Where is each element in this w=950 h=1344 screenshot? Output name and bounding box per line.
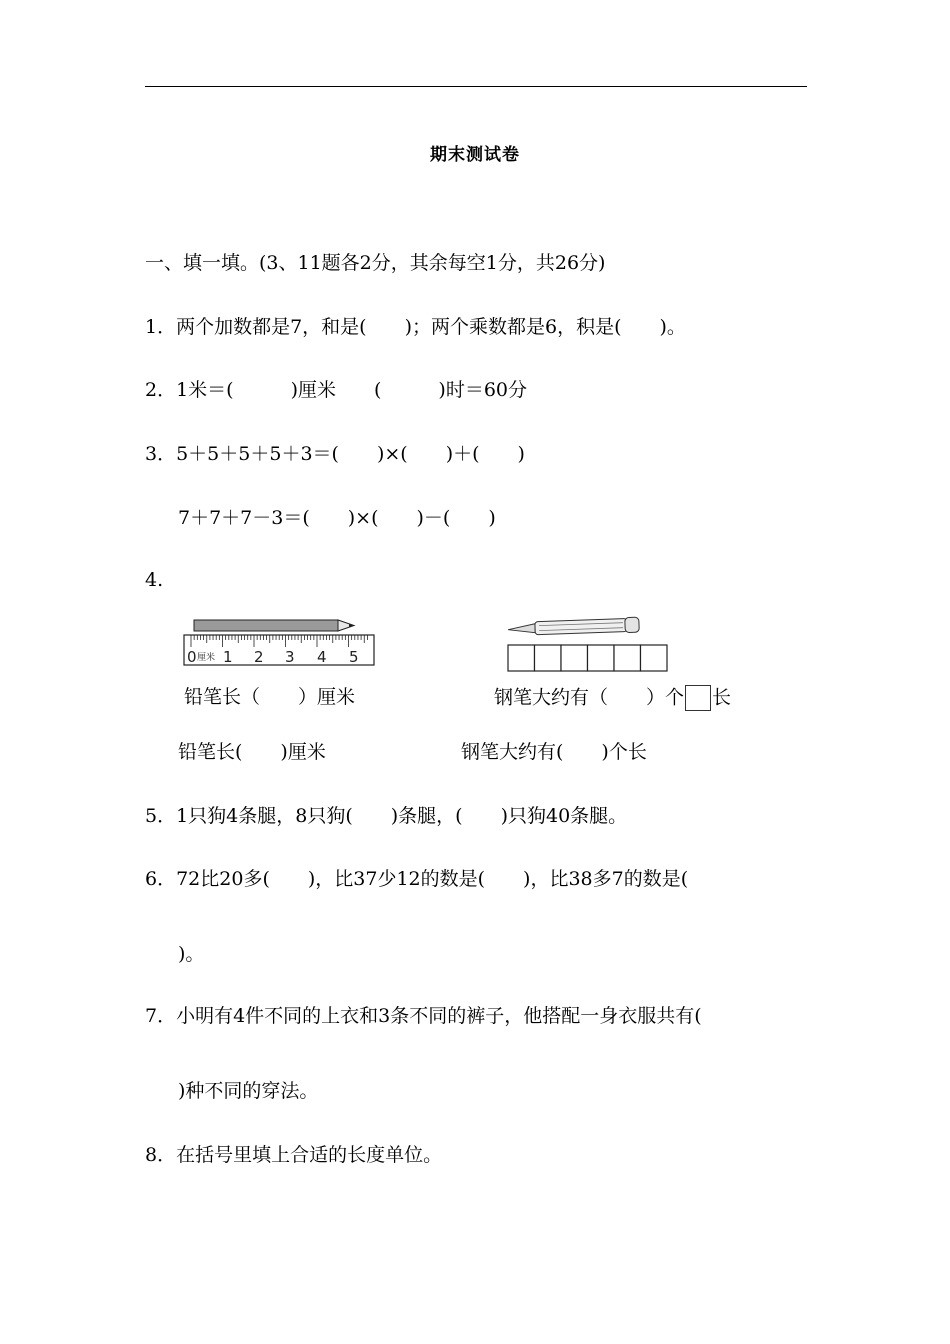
- unit-box: [535, 645, 562, 671]
- question-4-text-left: 铅笔长( )厘米: [178, 741, 326, 763]
- ruler-tick-4: 4: [317, 648, 327, 666]
- question-6-line-2: )。: [178, 943, 205, 965]
- pen-boxes-figure: [505, 615, 675, 673]
- unit-box: [614, 645, 641, 671]
- question-7-line-1: 7．小明有4件不同的上衣和3条不同的裤子，他搭配一身衣服共有(: [145, 1005, 702, 1027]
- question-3-line-1: 3．5＋5＋5＋5＋3＝( )×( )＋( ): [145, 443, 525, 465]
- pencil-ruler-figure: [180, 615, 380, 671]
- unit-square-icon: [685, 685, 711, 711]
- unit-box: [561, 645, 588, 671]
- question-2: 2．1米＝( )厘米 ( )时＝60分: [145, 379, 528, 401]
- pen: [508, 617, 639, 637]
- question-3-line-2: 7＋7＋7－3＝( )×( )－( ): [178, 507, 496, 529]
- figure-pencil-label: 铅笔长（ ）厘米: [184, 686, 356, 708]
- figure-pen-label: [494, 685, 731, 711]
- question-5: 5．1只狗4条腿，8只狗( )条腿，( )只狗40条腿。: [145, 805, 628, 827]
- figure-pen-label-suffix: 长: [712, 686, 732, 709]
- question-4: 4.: [145, 569, 164, 591]
- header-rule: [145, 86, 807, 87]
- ruler-tick-0: 0: [187, 648, 197, 666]
- unit-box: [508, 645, 535, 671]
- ruler-unit-label: 厘米: [197, 653, 216, 663]
- unit-box: [588, 645, 615, 671]
- question-6-line-1: 6．72比20多( )，比37少12的数是( )，比38多7的数是(: [145, 868, 689, 890]
- question-7-line-2: )种不同的穿法。: [178, 1080, 319, 1102]
- pen-boxes: [508, 645, 667, 671]
- page-title: 期末测试卷: [430, 145, 520, 165]
- pencil-body: [194, 620, 338, 631]
- ruler-tick-3: 3: [285, 648, 295, 666]
- question-1: 1．两个加数都是7，和是( )；两个乘数都是6，积是( )。: [145, 316, 686, 338]
- ruler-tick-2: 2: [254, 648, 264, 666]
- section-header: 一、填一填。(3、11题各2分，其余每空1分，共26分): [145, 252, 606, 274]
- question-8: 8．在括号里填上合适的长度单位。: [145, 1144, 443, 1166]
- question-4-text-right: 钢笔大约有( )个长: [461, 741, 647, 763]
- pen-cap: [625, 617, 640, 632]
- ruler-tick-5: 5: [349, 648, 359, 666]
- pen-nib: [508, 624, 535, 634]
- ruler-tick-1: 1: [223, 648, 233, 666]
- figure-pen-label-text: 钢笔大约有（ ）个: [494, 686, 685, 709]
- pen-barrel: [535, 619, 627, 635]
- unit-box: [641, 645, 668, 671]
